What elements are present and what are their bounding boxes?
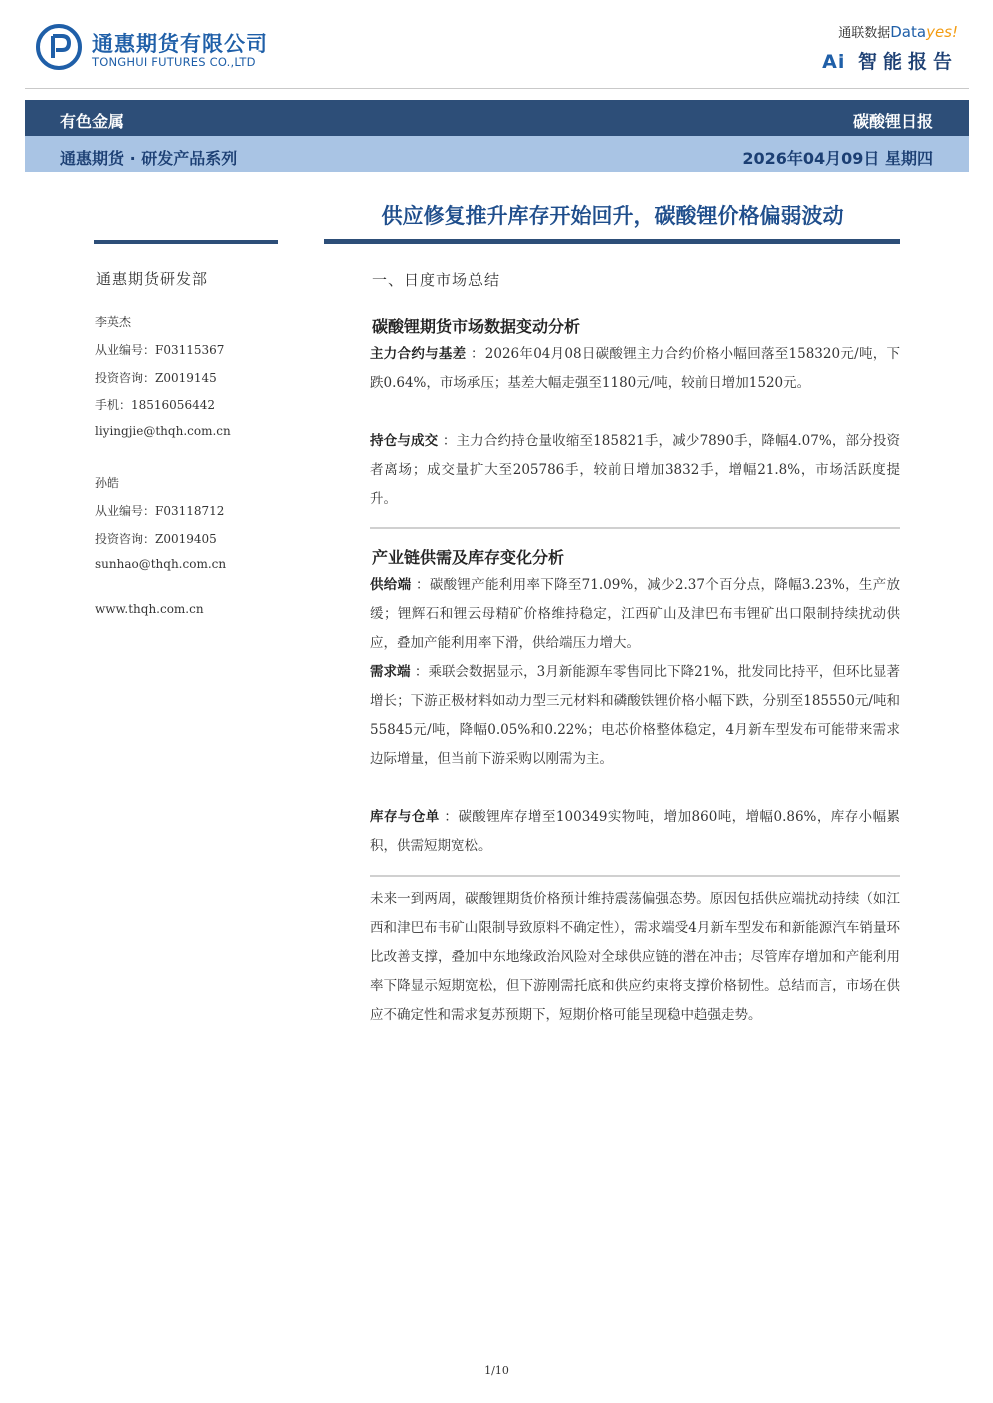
- paragraph-text: ：2026年04月08日碳酸锂主力合约价格小幅回落至158320元/吨，下跌0.64%，市场承压；基差大幅走强至1180元/吨，较前日增加1520元。: [370, 346, 900, 391]
- company-name-cn: 通惠期货有限公司: [92, 32, 268, 56]
- analyst-phone: 手机：18516056442: [95, 398, 215, 412]
- company-name-en: TONGHUI FUTURES CO.,LTD: [92, 55, 256, 69]
- sidebar-title-rule: [94, 240, 278, 244]
- report-type-label: 碳酸锂日报: [852, 112, 933, 131]
- paragraph-text: ：碳酸锂产能利用率下降至71.09%，减少2.37个百分点，降幅3.23%，生产放缓；锂辉石和锂云母精矿价格维持稳定，江西矿山及津巴布韦锂矿出口限制持续扰动供应，叠加产能利用率下滑，供给端压力增大。: [370, 577, 900, 651]
- analyst-consult: 投资咨询：Z0019405: [95, 532, 217, 546]
- paragraph-supply: [370, 571, 900, 658]
- paragraph-demand: [370, 658, 900, 774]
- paragraph-text: ：主力合约持仓量收缩至185821手，减少7890手，降幅4.07%，部分投资者离场；成交量扩大至205786手，较前日增加3832手，增幅21.8%，市场活跃度提升。: [370, 433, 901, 507]
- analyst-email[interactable]: sunhao@thqh.com.cn: [95, 557, 227, 571]
- company-logo-icon: [36, 24, 82, 70]
- paragraph-label: 主力合约与基差: [370, 346, 467, 362]
- ai-mark: Ai: [822, 51, 846, 73]
- report-title: 供应修复推升库存开始回升，碳酸锂价格偏弱波动: [381, 204, 844, 228]
- paragraph-label: 库存与仓单: [370, 809, 440, 825]
- category-bar: [25, 100, 969, 136]
- subsection-heading: 碳酸锂期货市场数据变动分析: [372, 317, 581, 336]
- datayes-suffix: yes!: [926, 23, 958, 41]
- analyst-name: 孙皓: [95, 476, 120, 490]
- analyst-license: 从业编号：F03115367: [95, 343, 225, 357]
- subsection-heading: 产业链供需及库存变化分析: [372, 548, 565, 567]
- report-date: 2026年04月09日 星期四: [742, 149, 933, 168]
- ai-report-text: 智能报告: [857, 51, 958, 73]
- section-divider: [370, 875, 900, 877]
- website-link[interactable]: www.thqh.com.cn: [95, 602, 204, 616]
- analyst-email[interactable]: liyingjie@thqh.com.cn: [95, 424, 231, 438]
- header-rule: [25, 88, 969, 89]
- paragraph-label: 需求端: [370, 664, 411, 680]
- page-number: 1/10: [484, 1364, 509, 1377]
- research-dept: 通惠期货研发部: [96, 270, 209, 288]
- title-rule: [324, 239, 900, 244]
- paragraph-position-volume: [370, 427, 900, 514]
- ai-report-logo: [822, 47, 958, 74]
- section-divider: [370, 527, 900, 529]
- datayes-logo: [838, 22, 958, 41]
- paragraph-text: ：碳酸锂库存增至100349实物吨，增加860吨，增幅0.86%，库存小幅累积，供需短期宽松。: [370, 809, 901, 854]
- category-label: 有色金属: [60, 112, 125, 131]
- paragraph-futures-price: [370, 340, 900, 398]
- analyst-consult: 投资咨询：Z0019145: [95, 371, 217, 385]
- analyst-license: 从业编号：F03118712: [95, 504, 225, 518]
- series-label: 通惠期货 · 研发产品系列: [60, 149, 238, 168]
- paragraph-inventory: [370, 803, 900, 861]
- analyst-name: 李英杰: [95, 315, 132, 329]
- section-heading: 一、日度市场总结: [372, 271, 501, 289]
- paragraph-outlook: 未来一到两周，碳酸锂期货价格预计维持震荡偏强态势。原因包括供应端扰动持续（如江西和津巴布韦矿山限制导致原料不确定性），需求端受4月新车型发布和新能源汽车销量环比改善支撑，叠加中东地缘政治风险对全球供应链的潜在冲击；尽管库存增加和产能利用率下降显示短期宽松，但下游刚需托底和供应约束将支撑价格韧性。总结而言，市场在供应不确定性和需求复苏预期下，短期价格可能呈现稳中趋强走势。: [370, 891, 900, 1023]
- paragraph-text: ：乘联会数据显示，3月新能源车零售同比下降21%，批发同比持平，但环比显著增长；下游正极材料如动力型三元材料和磷酸铁锂价格小幅下跌，分别至185550元/吨和55845元/吨，降幅0.05%和0.22%；电芯价格整体稳定，4月新车型发布可能带来需求边际增量，但当前下游采购以刚需为主。: [370, 664, 901, 767]
- datayes-prefix: 通联数据: [838, 26, 891, 41]
- paragraph-label: 持仓与成交: [370, 433, 439, 449]
- paragraph-label: 供给端: [370, 577, 412, 593]
- datayes-brand: Data: [890, 23, 927, 41]
